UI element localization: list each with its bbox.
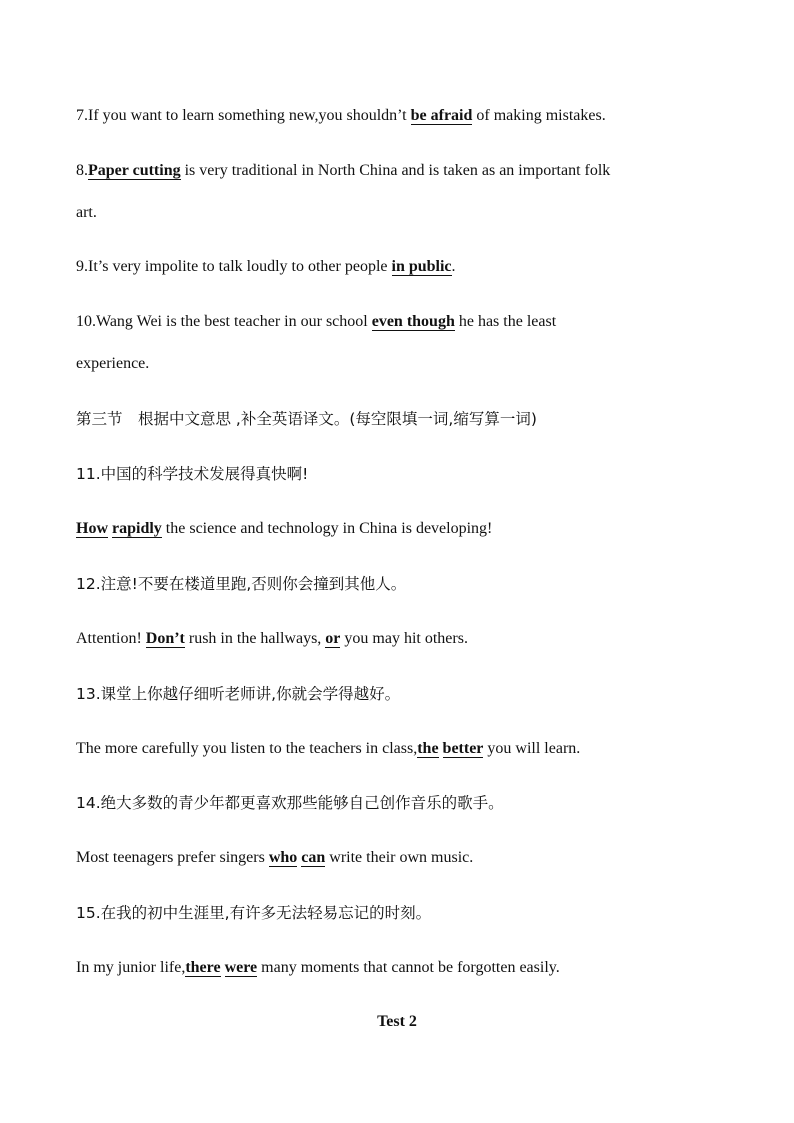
question-13-english (76, 739, 734, 759)
question-9 (76, 257, 734, 277)
question-text: he has the least (454, 313, 557, 330)
question-text: In my junior life, (76, 959, 186, 976)
question-12-english (76, 629, 734, 649)
section-heading: 第三节 根据中文意思 ,补全英语译文。(每空限填一词,缩写算一词) (76, 410, 537, 428)
answer: there (185, 959, 221, 976)
question-text: The more carefully you listen to the teachers in class, (76, 740, 418, 757)
question-14-chinese: 14.绝大多数的青少年都更喜欢那些能够自己创作音乐的歌手。 (76, 794, 504, 812)
question-text: is very traditional in North China and is taken as an important folk (180, 162, 611, 179)
question-8 (76, 161, 734, 181)
answer: were (224, 959, 258, 976)
question-10-continuation (76, 354, 734, 374)
answer: can (301, 849, 326, 866)
test-title: Test 2 (377, 1013, 417, 1030)
question-text: rush in the hallways, (184, 630, 326, 647)
question-text: write their own music. (325, 849, 474, 866)
question-11-english (76, 519, 734, 539)
question-8-continuation (76, 203, 734, 223)
question-number: 8. (76, 162, 88, 179)
question-text: the science and technology in China is developing! (161, 520, 493, 537)
question-15-chinese: 15.在我的初中生涯里,有许多无法轻易忘记的时刻。 (76, 904, 432, 922)
answer: even though (371, 313, 455, 330)
answer: be afraid (410, 107, 473, 124)
answer: rapidly (112, 520, 162, 537)
question-text: you may hit others. (340, 630, 468, 647)
answer: How (76, 520, 108, 537)
answer: in public (391, 258, 452, 275)
question-text: experience. (76, 355, 150, 372)
answer: who (268, 849, 298, 866)
question-text: 10.Wang Wei is the best teacher in our school (76, 313, 372, 330)
question-13-chinese: 13.课堂上你越仔细听老师讲,你就会学得越好。 (76, 685, 401, 703)
question-text: many moments that cannot be forgotten easily. (257, 959, 560, 976)
question-text: art. (76, 204, 97, 221)
answer: the (417, 740, 439, 757)
question-14-english (76, 848, 734, 868)
question-7 (76, 106, 734, 126)
question-text: you will learn. (483, 740, 581, 757)
answer: Don’t (145, 630, 185, 647)
question-text: 9.It’s very impolite to talk loudly to other people (76, 258, 392, 275)
question-text: 7.If you want to learn something new,you shouldn’t (76, 107, 411, 124)
question-text: of making mistakes. (472, 107, 606, 124)
question-11-chinese: 11.中国的科学技术发展得真快啊! (76, 465, 309, 483)
question-text: . (451, 258, 456, 275)
question-10 (76, 312, 734, 332)
answer: or (325, 630, 341, 647)
answer: Paper cutting (88, 162, 181, 179)
question-text: Most teenagers prefer singers (76, 849, 269, 866)
question-12-chinese: 12.注意!不要在楼道里跑,否则你会撞到其他人。 (76, 575, 407, 593)
question-15-english (76, 958, 734, 978)
answer: better (442, 740, 484, 757)
question-text: Attention! (76, 630, 146, 647)
